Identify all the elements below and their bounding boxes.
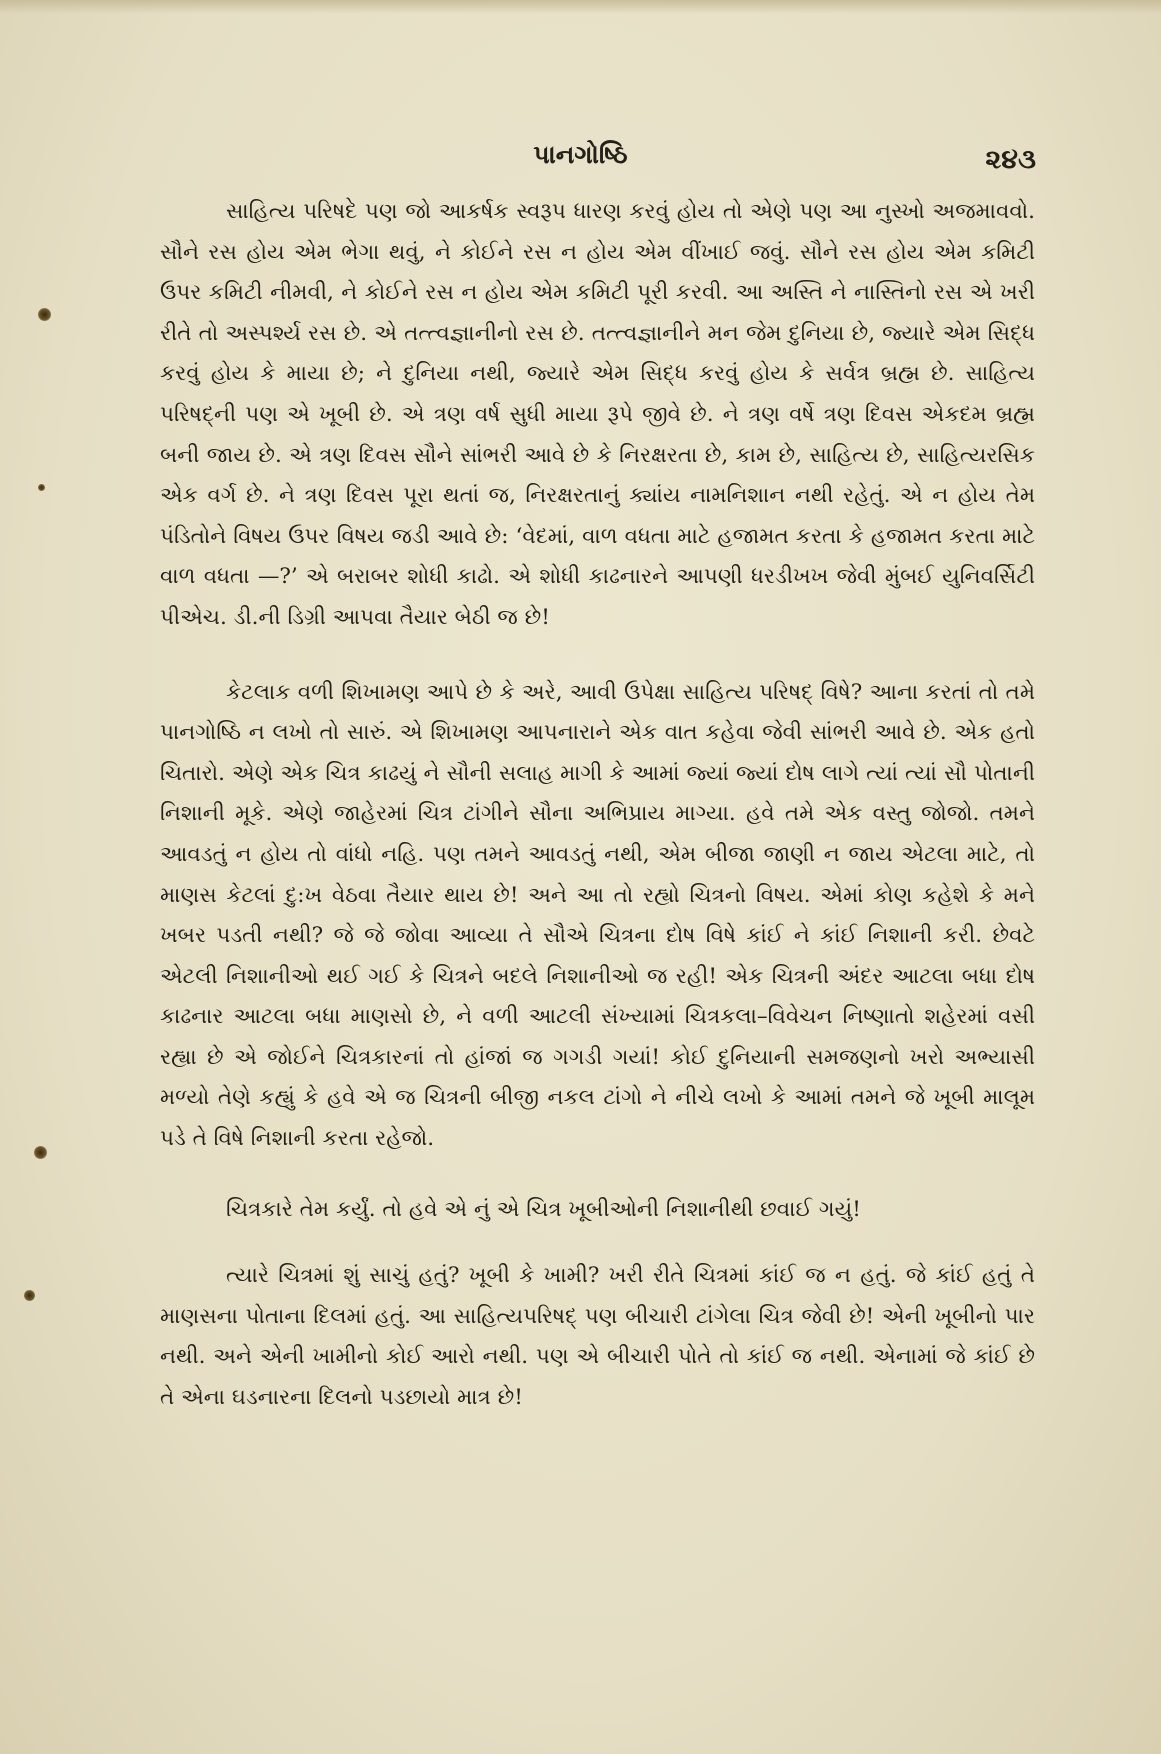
binding-hole-mark xyxy=(38,308,51,321)
page-top-edge xyxy=(0,0,1161,14)
binding-hole-mark xyxy=(34,1146,47,1159)
page-header xyxy=(0,140,1161,180)
paragraph: કેટલાક વળી શિખામણ આપે છે કે અરે, આવી ઉપેક્ષા સાહિત્ય પરિષદ્ વિષે? આના કરતાં તો તમે પાનગોષ્ઠિ ન લખો તો સારું. એ શિખામણ આપનારાને એક વાત કહેવા જેવી સાંભરી આવે છે. એક હતો ચિતારો. એણે એક ચિત્ર કાઢયું ને સૌની સલાહ માગી કે આમાં જ્યાં જ્યાં દોષ લાગે ત્યાં ત્યાં સૌ પોતાની નિશાની મૂકે. એણે જાહેરમાં ચિત્ર ટાંગીને સૌના અભિપ્રાય માગ્યા. હવે તમે એક વસ્તુ જોજો. તમને આવડતું ન હોય તો વાંધો નહિ. પણ તમને આવડતું નથી, એમ બીજા જાણી ન જાય એટલા માટે, તો માણસ કેટલાં દુ:ખ વેઠવા તૈયાર થાય છે! અને આ તો રહ્યો ચિત્રનો વિષય. એમાં કોણ કહેશે કે મને ખબર પડતી નથી? જે જે જોવા આવ્યા તે સૌએ ચિત્રના દોષ વિષે કાંઈ ને કાંઈ નિશાની કરી. છેવટે એટલી નિશાનીઓ થઈ ગઈ કે ચિત્રને બદલે નિશાનીઓ જ રહી! એક ચિત્રની અંદર આટલા બધા દોષ કાઢનાર આટલા બધા માણસો છે, ને વળી આટલી સંખ્યામાં ચિત્રકલા–વિવેચન નિષ્ણાતો શહેરમાં વસી રહ્યા છે એ જોઈને ચિત્રકારનાં તો હાંજાં જ ગગડી ગયાં! કોઈ દુનિયાની સમજણનો ખરો અભ્યાસી મળ્યો તેણે કહ્યું કે હવે એ જ ચિત્રની બીજી નકલ ટાંગો ને નીચે લખો કે આમાં તમને જે ખૂબી માલૂમ પડે તે વિષે નિશાની કરતા રહેજો. xyxy=(160,679,1035,1152)
running-title: પાનગોષ્ઠિ xyxy=(533,140,628,169)
binding-hole-mark xyxy=(24,1290,35,1301)
binding-hole-mark xyxy=(38,484,45,491)
paragraph: સાહિત્ય પરિષદે પણ જો આકર્ષક સ્વરૂપ ધારણ કરવું હોય તો એણે પણ આ નુસ્ખો અજમાવવો. સૌને રસ હોય એમ ભેગા થવું, ને કોઈને રસ ન હોય એમ વીંખાઈ જવું. સૌને રસ હોય એમ કમિટી ઉપર કમિટી નીમવી, ને કોઈને રસ ન હોય એમ કમિટી પૂરી કરવી. આ અસ્તિ ને નાસ્તિનો રસ એ ખરી રીતે તો અસ્પર્શ્ય રસ છે. એ તત્ત્વજ્ઞાનીનો રસ છે. તત્ત્વજ્ઞાનીને મન જેમ દુનિયા છે, જ્યારે એમ સિદ્ધ કરવું હોય કે માયા છે; ને દુનિયા નથી, જ્યારે એમ સિદ્ધ કરવું હોય કે સર્વત્ર બ્રહ્મ છે. સાહિત્ય પરિષદ્‌ની પણ એ ખૂબી છે. એ ત્રણ વર્ષ સુધી માયા રૂપે જીવે છે. ને ત્રણ વર્ષે ત્રણ દિવસ એકદમ બ્રહ્મ બની જાય છે. એ ત્રણ દિવસ સૌને સાંભરી આવે છે કે નિરક્ષરતા છે, કામ છે, સાહિત્ય છે, સાહિત્યરસિક એક વર્ગ છે. ને ત્રણ દિવસ પૂરા થતાં જ, નિરક્ષરતાનું ક્યાંય નામનિશાન નથી રહેતું. એ ન હોય તેમ પંડિતોને વિષય ઉપર વિષય જડી આવે છે: ‘વેદમાં, વાળ વધતા માટે હજામત કરતા કે હજામત કરતા માટે વાળ વધતા —?’ એ બરાબર શોધી કાઢો. એ શોધી કાઢનારને આપણી ધરડીખખ જેવી મુંબઈ યુનિવર્સિટી પીએચ. ડી.ની ડિગ્રી આપવા તૈયાર બેઠી જ છે! xyxy=(160,199,1035,630)
page-number: ૨૪૩ xyxy=(985,144,1036,175)
paragraph: ત્યારે ચિત્રમાં શું સાચું હતું? ખૂબી કે ખામી? ખરી રીતે ચિત્રમાં કાંઈ જ ન હતું. જે કાંઈ હતું તે માણસના પોતાના દિલમાં હતું. આ સાહિત્યપરિષદ્ પણ બીચારી ટાંગેલા ચિત્ર જેવી છે! એની ખૂબીનો પાર નથી. અને એની ખામીનો કોઈ આરો નથી. પણ એ બીચારી પોતે તો કાંઈ જ નથી. એનામાં જે કાંઈ છે તે એના ઘડનારના દિલનો પડછાયો માત્ર છે! xyxy=(160,1263,1035,1411)
paragraph: ચિત્રકારે તેમ કર્યું. તો હવે એ નું એ ચિત્ર ખૂબીઓની નિશાનીથી છવાઈ ગયું! xyxy=(226,1196,861,1222)
body-text xyxy=(160,192,1035,1419)
